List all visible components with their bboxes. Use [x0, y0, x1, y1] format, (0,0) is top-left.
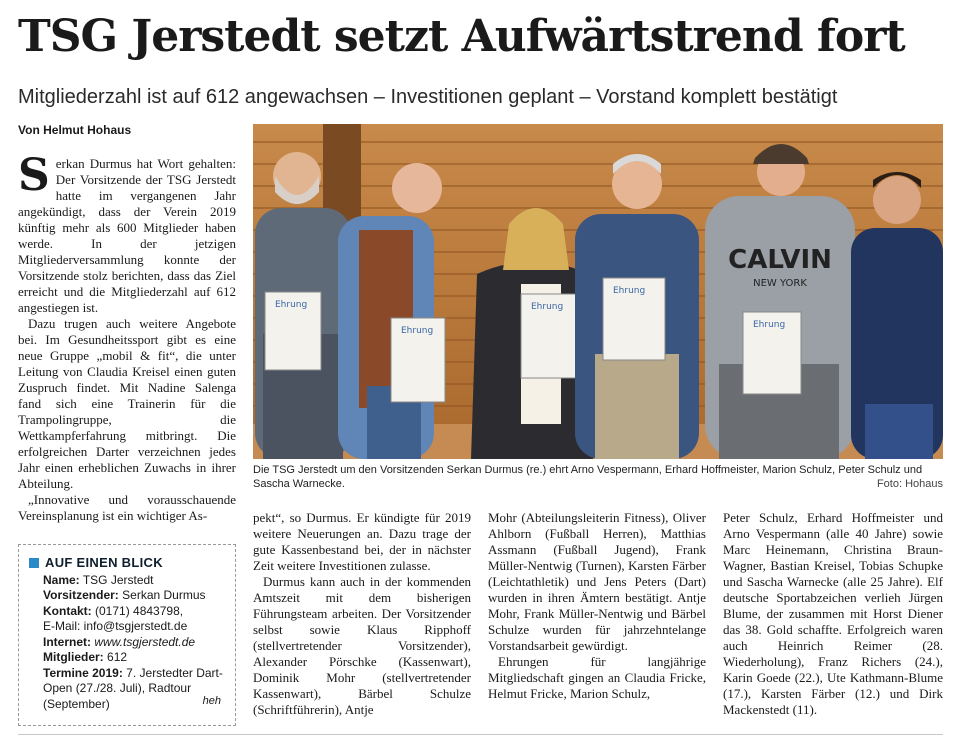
certificate-label: Ehrung — [531, 302, 564, 312]
article-paragraph — [18, 150, 236, 316]
info-row-contact — [29, 604, 225, 620]
info-value: 612 — [107, 650, 128, 664]
info-row-email — [29, 619, 225, 635]
info-value: Serkan Durmus — [122, 588, 206, 602]
article-column-1 — [18, 150, 236, 524]
article-paragraph: Ehrungen für langjährige Mitgliedschaft gingen an Claudia Fricke, Helmut Fricke, Marion Schulz, — [488, 654, 706, 701]
article-column-3 — [488, 510, 706, 702]
info-value: (0171) 4843798, — [95, 603, 184, 618]
info-box-title — [29, 555, 225, 571]
article-paragraph: „Innovative und vorausschauende Vereinsplanung ist ein wichtiger As- — [18, 492, 236, 523]
info-label: Name: — [43, 572, 80, 587]
info-value: 7. Jerstedter Dart-Open (27./28. Juli), Radtour (September) — [43, 665, 223, 711]
article-paragraph: pekt“, so Durmus. Er kündigte für 2019 weitere Neuerungen an. Dazu trage der gute Kassenbestand bei, der in nächster Zeit weitere Investitionen zulasse. — [253, 510, 471, 573]
paragraph-text: erkan Durmus hat Wort gehalten: Der Vorsitzende der TSG Jerstedt hatte im vergangenen Jahr angekündigt, dass der Verein 2019 künftig mehr als 600 Mitglieder haben werde. In der jetzigen Mitgliederversammlung konnte der Vorsitzende stolz berichten, dass das Ziel erreicht und die Mitgliederzahl auf 612 angestiegen ist. — [18, 156, 236, 315]
info-value: E-Mail: info@tsgjerstedt.de — [43, 619, 188, 633]
drop-cap: S — [18, 150, 50, 201]
author-initials: heh — [202, 694, 221, 707]
certificate-label: Ehrung — [753, 320, 786, 330]
info-label: Vorsitzender: — [43, 588, 119, 602]
sweatshirt-subtext: NEW YORK — [753, 278, 807, 289]
photo-illustration — [253, 124, 943, 459]
group-photo — [253, 124, 943, 459]
headline: TSG Jerstedt setzt Aufwärtstrend fort — [18, 11, 905, 62]
article-paragraph: Dazu trugen auch weitere Angebote bei. Im Gesundheitssport gibt es eine neue Gruppe „mobil & fit“, die unter Leitung von Claudia Kreisel einen guten Zuspruch findet. Mit Nadine Salenga fand sich eine Trainerin für die Trampolingruppe, die Wettkampferfahrung mitbringt. Die erfolgreichen Darter verzeichnen jedes Jahr einen erheblichen Zuwachs in ihrer Abteilung. — [18, 316, 236, 491]
square-bullet-icon — [29, 558, 39, 568]
info-row-members — [29, 650, 225, 666]
info-label: Kontakt: — [43, 603, 92, 618]
bottom-rule — [18, 734, 943, 735]
photo-credit: Foto: Hohaus — [876, 478, 943, 490]
article-paragraph: Peter Schulz, Erhard Hoffmeister und Arno Vespermann (alle 40 Jahre) sowie Marc Heinemann, Christina Braun-Wagner, Bastian Kreisel, Tobias Schupke und Sascha Warnecke (alle 25 Jahre). Elf deutsche Sportabzeichen verlieh Jürgen Blume, der zusammen mit Horst Diener das 38. Gold schaffte. Erfolgreich waren auch Heinrich Reimer (28. Wiederholung), Franz Richers (24.), Karin Goede (22.), Ute Kathmann-Blume (17.), Karsten Färber (12.) und Dirk Mackenstedt (11). — [723, 510, 943, 717]
photo-caption: Die TSG Jerstedt um den Vorsitzenden Serkan Durmus (re.) ehrt Arno Vespermann, Erhard Hoffmeister, Marion Schulz, Peter Schulz und Sascha Warnecke. — [253, 464, 923, 490]
info-label: Mitglieder: — [43, 650, 104, 664]
info-value: www.tsgjerstedt.de — [94, 634, 196, 649]
info-value: TSG Jerstedt — [82, 572, 154, 587]
info-label: Internet: — [43, 634, 91, 649]
certificate-label: Ehrung — [401, 326, 434, 336]
article-paragraph: Mohr (Abteilungsleiterin Fitness), Oliver Ahlborn (Fußball Herren), Matthias Assmann (Fußball Jugend), Frank Müller-Nentwig (Turnen), Karsten Färber (Leichtathletik) und Jens Peters (Dart) wurden in ihren Ämtern bestätigt. Antje Mohr, Frank Müller-Nentwig und Bärbel Schulze wurden für jahrzehntelange Vorstandsarbeit gewürdigt. — [488, 510, 706, 653]
info-box-title-text: AUF EINEN BLICK — [45, 555, 163, 570]
article-column-4 — [723, 510, 943, 718]
certificate-label: Ehrung — [275, 300, 308, 310]
info-row-dates — [29, 666, 225, 713]
subheadline: Mitgliederzahl ist auf 612 angewachsen – Investitionen geplant – Vorstand komplett bestätigt — [18, 86, 838, 108]
info-box — [18, 544, 236, 726]
info-row-chair — [29, 588, 225, 604]
article-paragraph: Durmus kann auch in der kommenden Amtszeit mit dem bisherigen Führungsteam arbeiten. Der Vorsitzender selbst sowie Klaus Ripphoff (stellvertretender Vorsitzender), Alexander Pörschke (Kassenwart), Dominik Mohr (stellvertretender Kassenwart), Bärbel Schulze (Schriftführerin), Antje — [253, 574, 471, 717]
info-row-name — [29, 573, 225, 589]
info-label: Termine 2019: — [43, 665, 123, 680]
sweatshirt-text: CALVIN — [728, 245, 832, 275]
article-column-2 — [253, 510, 471, 718]
info-row-internet — [29, 635, 225, 651]
certificate-label: Ehrung — [613, 286, 646, 296]
byline: Von Helmut Hohaus — [18, 123, 132, 137]
